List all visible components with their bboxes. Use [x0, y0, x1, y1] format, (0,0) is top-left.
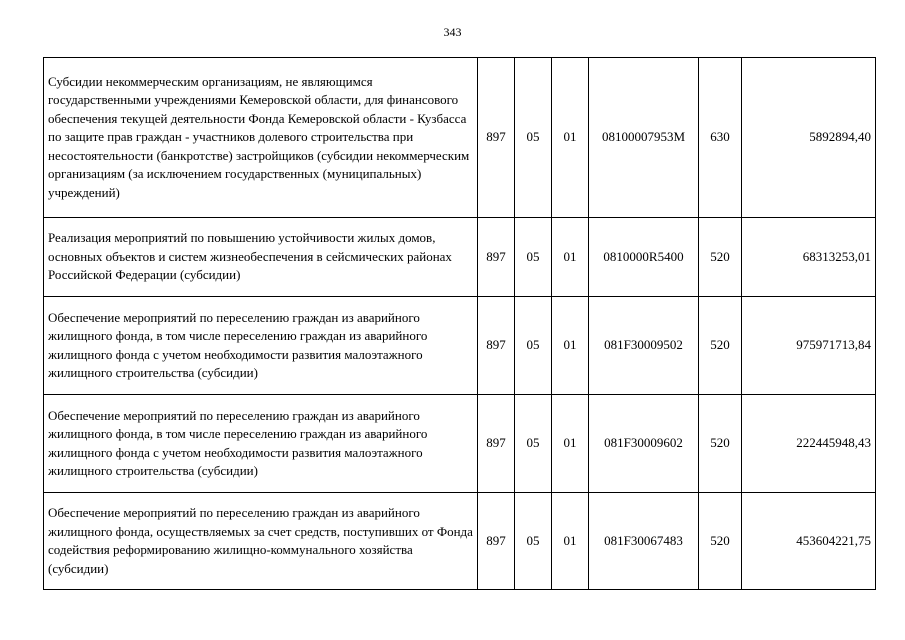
page-number: 343: [443, 25, 462, 39]
expense-type-cell: 520: [699, 297, 742, 395]
subsection-code-cell: 01: [552, 493, 589, 590]
budget-table: [43, 57, 876, 590]
subsection-code-cell: 01: [552, 58, 589, 218]
target-article-cell: 081F30009602: [589, 395, 699, 493]
description-cell: Обеспечение мероприятий по переселению граждан из аварийного жилищного фонда, в том числе переселению граждан из аварийного жилищного фонда с учетом необходимости развития малоэтажного жилищного строительства (субсидии): [44, 297, 478, 395]
section-code-cell: 05: [515, 493, 552, 590]
table-row: [44, 218, 876, 297]
expense-type-cell: 520: [699, 395, 742, 493]
subsection-code-cell: 01: [552, 218, 589, 297]
subsection-code-cell: 01: [552, 297, 589, 395]
ministry-code-cell: 897: [478, 297, 515, 395]
expense-type-cell: 520: [699, 218, 742, 297]
target-article-cell: 081F30067483: [589, 493, 699, 590]
description-cell: Обеспечение мероприятий по переселению граждан из аварийного жилищного фонда, осуществляемых за счет средств, поступивших от Фонда содействия реформированию жилищно-коммунального хозяйства (субсидии): [44, 493, 478, 590]
target-article-cell: 0810000R5400: [589, 218, 699, 297]
ministry-code-cell: 897: [478, 218, 515, 297]
target-article-cell: 08100007953M: [589, 58, 699, 218]
expense-type-cell: 630: [699, 58, 742, 218]
table-row: [44, 297, 876, 395]
table-row: [44, 58, 876, 218]
amount-cell: 975971713,84: [742, 297, 876, 395]
subsection-code-cell: 01: [552, 395, 589, 493]
target-article-cell: 081F30009502: [589, 297, 699, 395]
section-code-cell: 05: [515, 297, 552, 395]
section-code-cell: 05: [515, 218, 552, 297]
amount-cell: 453604221,75: [742, 493, 876, 590]
ministry-code-cell: 897: [478, 395, 515, 493]
amount-cell: 222445948,43: [742, 395, 876, 493]
description-cell: Реализация мероприятий по повышению устойчивости жилых домов, основных объектов и систем жизнеобеспечения в сейсмических районах Российской Федерации (субсидии): [44, 218, 478, 297]
ministry-code-cell: 897: [478, 58, 515, 218]
amount-cell: 68313253,01: [742, 218, 876, 297]
description-cell: Субсидии некоммерческим организациям, не являющимся государственными учреждениями Кемеровской области, для финансового обеспечения текущей деятельности Фонда Кемеровской области - Кузбасса по защите прав граждан - участников долевого строительства при несостоятельности (банкротстве) застройщиков (субсидии некоммерческим организациям (за исключением государственных (муниципальных) учреждений): [44, 58, 478, 218]
table-row: [44, 395, 876, 493]
ministry-code-cell: 897: [478, 493, 515, 590]
expense-type-cell: 520: [699, 493, 742, 590]
description-cell: Обеспечение мероприятий по переселению граждан из аварийного жилищного фонда, в том числе переселению граждан из аварийного жилищного фонда с учетом необходимости развития малоэтажного жилищного строительства (субсидии): [44, 395, 478, 493]
table-row: [44, 493, 876, 590]
amount-cell: 5892894,40: [742, 58, 876, 218]
section-code-cell: 05: [515, 395, 552, 493]
section-code-cell: 05: [515, 58, 552, 218]
